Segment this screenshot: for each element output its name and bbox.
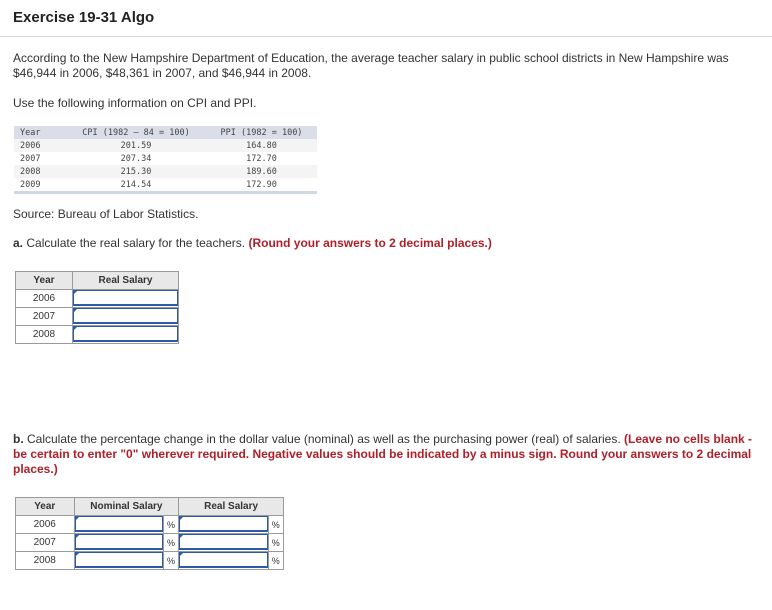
nominal-salary-input-2007[interactable] (75, 534, 163, 550)
real-cell (179, 552, 268, 570)
real-salary-input-2008[interactable] (73, 326, 178, 342)
table-row (16, 552, 284, 570)
intro-text: According to the New Hampshire Department of Education, the average teacher salary in public school districts in New Hampshire was $46,944 in 2006, $48,361 in 2007, and $46,944 in 2008. (13, 51, 729, 80)
ppi-value-cell: 164.80 (206, 139, 317, 152)
cpi-year-cell: 2007 (20, 153, 41, 164)
cpi-header-cpi: CPI (1982 – 84 = 100) (66, 126, 206, 139)
ppi-value-cell: 172.70 (246, 153, 277, 164)
year-cell: 2006 (16, 290, 73, 308)
pct-table-header-nominal: Nominal Salary (74, 498, 179, 516)
cpi-year-cell: 2006 (14, 139, 66, 152)
year-cell: 2007 (16, 308, 73, 326)
cpi-header-ppi: PPI (1982 = 100) (206, 126, 317, 139)
input-marker-icon (73, 290, 78, 295)
nominal-salary-input-2006[interactable] (75, 516, 163, 532)
cpi-header-year: Year (14, 126, 66, 139)
question-a-instruction: (Round your answers to 2 decimal places.) (248, 236, 492, 250)
nominal-cell (74, 516, 163, 534)
real-salary-pct-input-2007[interactable] (179, 534, 267, 550)
real-cell (179, 534, 268, 552)
cpi-value-cell: 207.34 (120, 153, 152, 164)
input-marker-icon (73, 308, 78, 313)
nominal-salary-input-2008[interactable] (75, 552, 163, 568)
table-row (14, 152, 317, 165)
table-row (14, 139, 317, 152)
use-info-text: Use the following information on CPI and PPI. (13, 96, 257, 110)
question-b-instruction: (Leave no cells blank - be certain to enter "0" wherever required. Negative values should be indicated by a minus sign. Round your answers to 2 decimal places.) (13, 432, 753, 476)
percentage-change-table (15, 497, 284, 570)
exercise-title: Exercise 19-31 Algo (13, 9, 155, 26)
real-salary-cell (73, 290, 179, 308)
real-salary-cell (73, 326, 179, 344)
cpi-value-cell: 215.30 (66, 165, 206, 178)
table-row (14, 165, 317, 178)
cpi-ppi-table (14, 126, 317, 194)
question-b (13, 432, 763, 477)
year-cell: 2008 (16, 552, 75, 570)
pct-table-header-year: Year (16, 498, 75, 516)
cpi-table-header (14, 126, 317, 139)
ppi-value-cell: 189.60 (206, 165, 317, 178)
cpi-year-cell: 2008 (14, 165, 66, 178)
year-cell: 2006 (16, 516, 75, 534)
real-salary-cell (73, 308, 179, 326)
input-marker-icon (73, 326, 78, 331)
input-marker-icon (179, 516, 184, 521)
percent-unit: % (163, 516, 178, 534)
year-cell: 2007 (16, 534, 75, 552)
question-b-prefix: b. (13, 432, 24, 446)
real-cell (179, 516, 268, 534)
percent-unit: % (268, 516, 283, 534)
percent-unit: % (163, 552, 178, 570)
table-row (14, 178, 317, 193)
percent-unit: % (268, 534, 283, 552)
cpi-value-cell: 201.59 (66, 139, 206, 152)
ppi-value-cell: 172.90 (246, 179, 277, 190)
question-a (13, 236, 492, 250)
input-marker-icon (75, 534, 80, 539)
table-row (16, 326, 179, 344)
year-cell: 2008 (16, 326, 73, 344)
input-marker-icon (179, 552, 184, 557)
pct-table-header-real: Real Salary (179, 498, 284, 516)
real-salary-pct-input-2006[interactable] (179, 516, 267, 532)
nominal-cell (74, 534, 163, 552)
percent-unit: % (163, 534, 178, 552)
table-row (16, 308, 179, 326)
real-salary-pct-input-2008[interactable] (179, 552, 267, 568)
real-table-header-year: Year (16, 272, 73, 290)
cpi-year-cell: 2009 (20, 179, 41, 190)
table-row (16, 534, 284, 552)
real-salary-table (15, 271, 179, 344)
nominal-cell (74, 552, 163, 570)
table-row (16, 516, 284, 534)
source-note: Source: Bureau of Labor Statistics. (13, 207, 199, 221)
input-marker-icon (75, 516, 80, 521)
real-table-header-salary: Real Salary (73, 272, 179, 290)
input-marker-icon (179, 534, 184, 539)
real-salary-input-2006[interactable] (73, 290, 178, 306)
title-divider (0, 36, 772, 37)
real-salary-input-2007[interactable] (73, 308, 178, 324)
cpi-value-cell: 214.54 (120, 179, 152, 190)
input-marker-icon (75, 552, 80, 557)
question-b-text: Calculate the percentage change in the dollar value (nominal) as well as the purchasing power (real) of salaries. (23, 432, 624, 446)
percent-unit: % (268, 552, 283, 570)
table-row (16, 290, 179, 308)
question-a-text: Calculate the real salary for the teachers. (23, 236, 249, 250)
question-a-prefix: a. (13, 236, 24, 250)
